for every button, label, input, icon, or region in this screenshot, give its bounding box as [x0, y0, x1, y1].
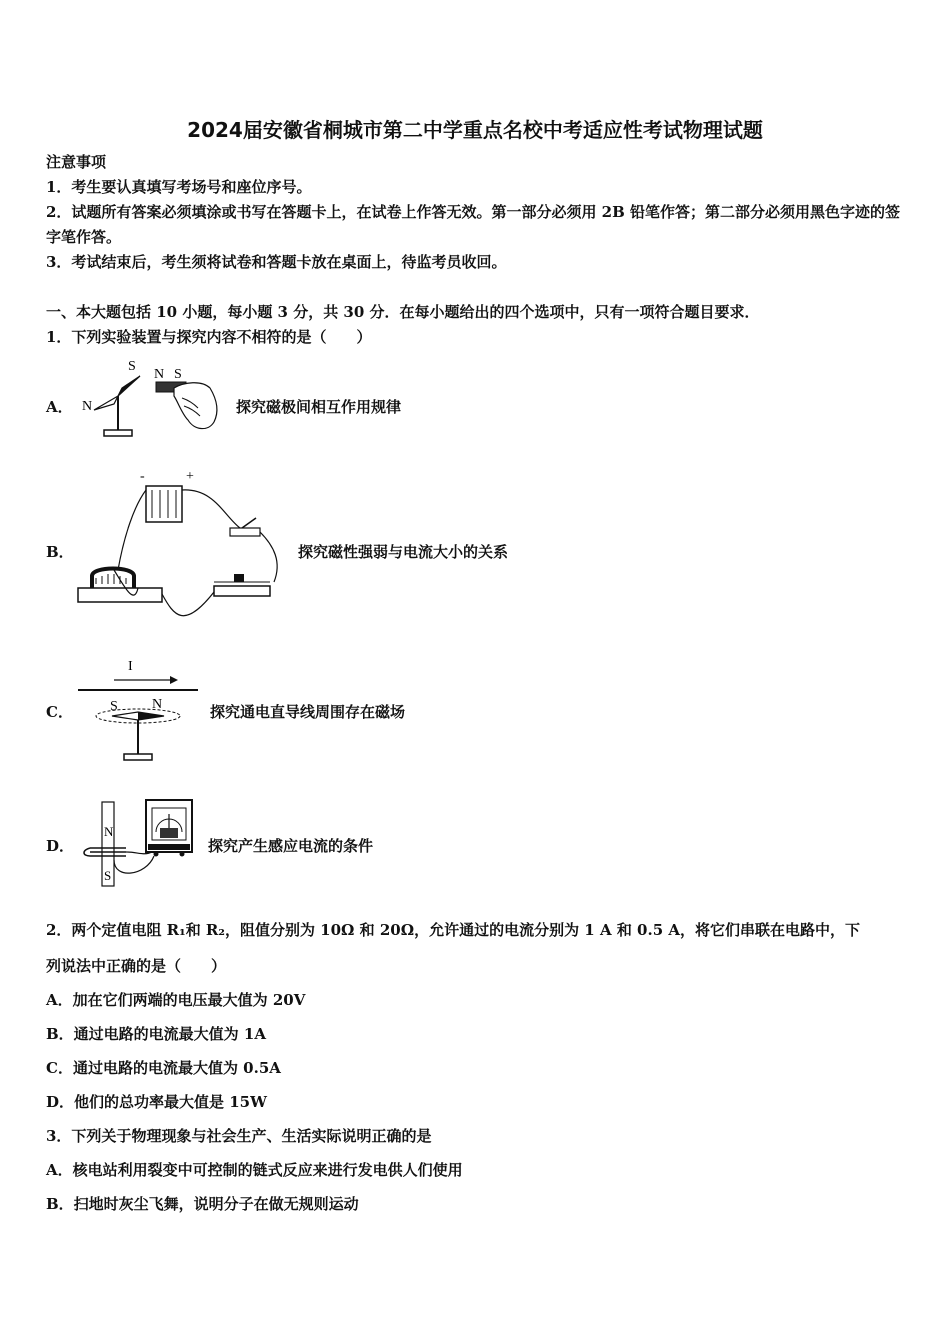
question-stem: 3．下列关于物理现象与社会生产、生活实际说明正确的是 [46, 1127, 432, 1145]
page-title: 2024届安徽省桐城市第二中学重点名校中考适应性考试物理试题 [187, 118, 763, 142]
notice-heading: 注意事项 [46, 153, 107, 171]
option-text: 探究磁性强弱与电流大小的关系 [298, 543, 509, 561]
fig-label: S [110, 699, 118, 714]
fig-label: S [174, 367, 182, 382]
answer-option: A．核电站利用裂变中可控制的链式反应来进行发电供人们使用 [46, 1161, 463, 1179]
notice-item: 2．试题所有答案必须填涂或书写在答题卡上，在试卷上作答无效。第一部分必须用 2B 铅笔作答；第二部分必须用黑色字迹的签字笔作答。 [46, 203, 901, 246]
fig-label: N [154, 367, 165, 382]
fig-label: + [186, 469, 194, 484]
option-text: 探究通电直导线周围存在磁场 [210, 703, 406, 721]
answer-option: D．他们的总功率最大值是 15W [46, 1093, 267, 1111]
fig-label: S [104, 868, 112, 883]
option-letter: C． [46, 703, 73, 721]
option-letter: A． [46, 398, 73, 416]
section-heading: 一、本大题包括 10 小题，每小题 3 分，共 30 分．在每小题给出的四个选项中，只有一项符合题目要求． [46, 303, 760, 321]
answer-option: B．扫地时灰尘飞舞，说明分子在做无规则运动 [46, 1195, 359, 1213]
fig-label: N [152, 697, 163, 712]
straight-wire-compass-figure [74, 654, 202, 766]
fig-label: S [128, 359, 136, 374]
answer-option: B．通过电路的电流最大值为 1A [46, 1025, 266, 1043]
question-stem: 1．下列实验装置与探究内容不相符的是（ ） [46, 328, 372, 346]
magnetic-compass-figure [74, 358, 234, 440]
answer-option: A．加在它们两端的电压最大值为 20V [46, 991, 306, 1009]
notice-item: 1．考生要认真填写考场号和座位序号。 [46, 178, 312, 196]
fig-label: N [104, 824, 114, 839]
electromagnet-circuit-figure [74, 466, 296, 632]
option-letter: D． [46, 837, 75, 855]
induction-galvanometer-figure [74, 796, 202, 890]
question-stem: 列说法中正确的是（ ） [46, 957, 227, 975]
option-text: 探究产生感应电流的条件 [208, 837, 374, 855]
option-text: 探究磁极间相互作用规律 [236, 398, 402, 416]
answer-option: C．通过电路的电流最大值为 0.5A [46, 1059, 281, 1077]
fig-label: N [82, 399, 93, 414]
notice-item: 3．考试结束后，考生须将试卷和答题卡放在桌面上，待监考员收回。 [46, 253, 507, 271]
fig-label: I [128, 659, 133, 674]
option-letter: B． [46, 543, 74, 561]
fig-label: - [140, 469, 145, 484]
question-stem: 2．两个定值电阻 R₁和 R₂，阻值分别为 10Ω 和 20Ω，允许通过的电流分别为 1 A 和 0.5 A，将它们串联在电路中，下 [46, 921, 860, 939]
